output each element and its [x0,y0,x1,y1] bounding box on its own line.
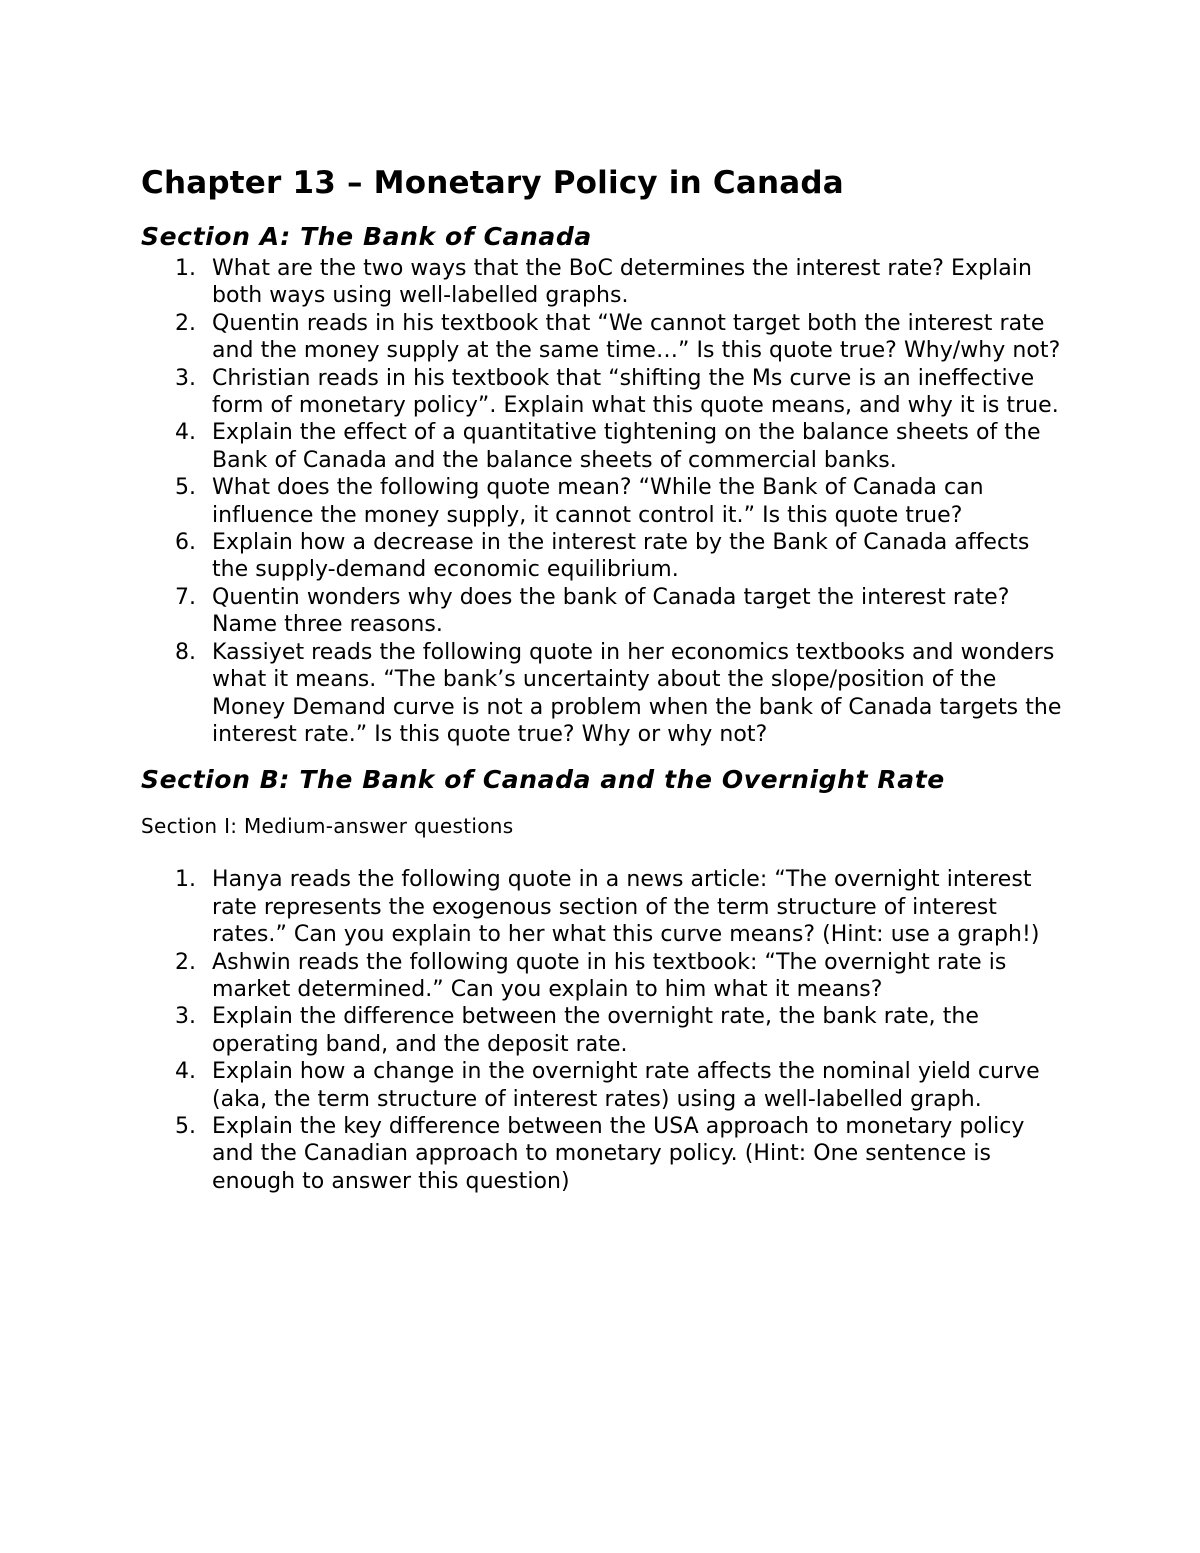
section-b-subheading: Section I: Medium-answer questions [141,814,514,839]
list-item [141,639,1071,749]
question-text: What does the following quote mean? “While the Bank of Canada can influence the money supply, it cannot control it.” Is this quote true? [212,475,984,528]
list-item [141,866,1071,948]
list-number: 1. [175,867,197,893]
question-text: Explain the effect of a quantitative tightening on the balance sheets of the Bank of Canada and the balance sheets of commercial banks. [212,420,1041,473]
list-number: 4. [175,1059,197,1085]
section-b-question-list [141,866,1071,1195]
list-item [141,1113,1071,1195]
list-number: 8. [175,639,197,665]
list-number: 1. [175,256,197,281]
list-number: 3. [175,365,197,391]
question-text: Explain how a decrease in the interest rate by the Bank of Canada affects the supply-demand economic equilibrium. [212,530,1030,583]
question-text: Explain the difference between the overnight rate, the bank rate, the operating band, and the deposit rate. [212,1004,979,1057]
document-page [141,163,1071,1195]
question-text: What are the two ways that the BoC determines the interest rate? Explain both ways using well-labelled graphs. [212,256,1032,309]
list-number: 4. [175,420,197,446]
list-number: 5. [175,475,197,501]
question-text: Hanya reads the following quote in a news article: “The overnight interest rate represents the exogenous section of the term structure of interest rates.” Can you explain to her what this curve means? (Hint: use a graph!) [212,867,1040,948]
list-number: 6. [175,530,197,556]
list-item [141,584,1071,639]
section-a-question-list [141,255,1071,748]
question-text: Explain how a change in the overnight rate affects the nominal yield curve (aka, the term structure of interest rates) using a well-labelled graph. [212,1059,1040,1112]
section-b-heading: Section B: The Bank of Canada and the Overnight Rate [141,765,945,795]
list-item [141,419,1071,474]
question-text: Quentin reads in his textbook that “We cannot target both the interest rate and the money supply at the same time…” Is this quote true? Why/why not? [212,310,1061,364]
list-item [141,529,1071,584]
list-item [141,365,1071,420]
list-number: 2. [175,949,197,975]
list-item [141,1003,1071,1058]
question-text: Christian reads in his textbook that “shifting the Ms curve is an ineffective form of monetary policy”. Explain what this quote means, and why it is true. [212,365,1059,419]
question-text: Kassiyet reads the following quote in her economics textbooks and wonders what it means. “The bank’s uncertainty about the slope/position of the Money Demand curve is not a problem when the bank of Canada targets the interest rate.” Is this quote true? Why or why not? [212,639,1062,747]
section-a-heading: Section A: The Bank of Canada [141,222,592,251]
question-text: Explain the key difference between the USA approach to monetary policy and the Canadian approach to monetary policy. (Hint: One sentence is enough to answer this question) [212,1113,1025,1194]
list-number: 7. [175,584,197,610]
list-item [141,474,1071,529]
question-text: Quentin wonders why does the bank of Canada target the interest rate? Name three reasons. [212,584,1010,638]
list-number: 3. [175,1004,197,1030]
page-title: Chapter 13 – Monetary Policy in Canada [141,165,844,201]
list-item [141,310,1071,365]
question-text: Ashwin reads the following quote in his textbook: “The overnight rate is market determined.” Can you explain to him what it means? [212,949,1007,1002]
list-item [141,949,1071,1004]
list-item [141,255,1071,310]
list-item [141,1058,1071,1113]
list-number: 5. [175,1113,197,1139]
list-number: 2. [175,310,197,336]
